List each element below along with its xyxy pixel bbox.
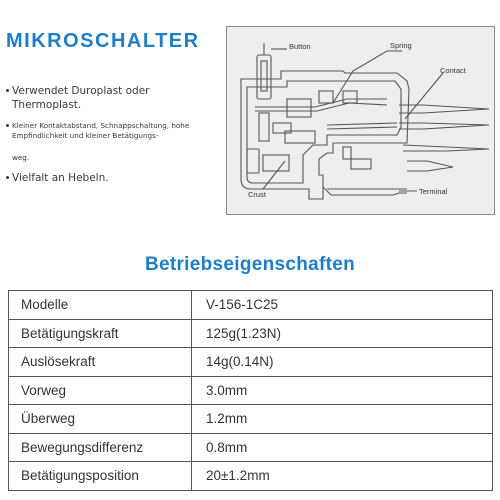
table-row <box>9 319 493 348</box>
spec-value: 0.8mm <box>192 433 493 462</box>
spec-label: Auslösekraft <box>9 348 192 377</box>
bullet-icon <box>6 176 9 179</box>
switch-diagram-drawing <box>227 27 496 216</box>
feature-text-continued: weg. <box>12 153 30 162</box>
feature-item <box>6 84 218 112</box>
feature-list <box>6 84 218 185</box>
spec-value: 1.2mm <box>192 405 493 434</box>
diagram-label-terminal: Terminal <box>419 187 448 196</box>
spec-label: Bewegungsdifferenz <box>9 433 192 462</box>
diagram-label-crust: Crust <box>248 190 266 199</box>
specs-title: Betriebseigenschaften <box>144 254 356 275</box>
table-row <box>9 291 493 320</box>
feature-text: Kleiner Kontaktabstand, Schnappschaltung, hohe Empfindlichkeit und kleiner Betätigungs- <box>12 121 190 140</box>
spec-value: 125g(1.23N) <box>192 319 493 348</box>
diagram-label-spring: Spring <box>390 41 412 50</box>
diagram-label-button: Button <box>289 42 311 51</box>
bullet-icon <box>6 89 9 92</box>
spec-label: Modelle <box>9 291 192 320</box>
bullet-icon <box>6 124 9 127</box>
table-row <box>9 405 493 434</box>
page-title: MIKROSCHALTER <box>6 30 200 52</box>
table-row <box>9 462 493 491</box>
specs-table <box>8 290 493 491</box>
spec-label: Vorweg <box>9 376 192 405</box>
spec-value: 14g(0.14N) <box>192 348 493 377</box>
table-row <box>9 376 493 405</box>
spec-label: Betätigungsposition <box>9 462 192 491</box>
feature-text: Vielfalt an Hebeln. <box>12 172 109 184</box>
spec-value: 3.0mm <box>192 376 493 405</box>
table-row <box>9 348 493 377</box>
spec-label: Überweg <box>9 405 192 434</box>
switch-diagram <box>226 26 495 215</box>
spec-value: V-156-1C25 <box>192 291 493 320</box>
feature-item <box>6 121 218 141</box>
feature-text: Verwendet Duroplast oder Thermoplast. <box>12 85 150 111</box>
table-row <box>9 433 493 462</box>
feature-item <box>6 171 218 185</box>
diagram-label-contact: Contact <box>440 66 466 75</box>
spec-label: Betätigungskraft <box>9 319 192 348</box>
spec-value: 20±1.2mm <box>192 462 493 491</box>
